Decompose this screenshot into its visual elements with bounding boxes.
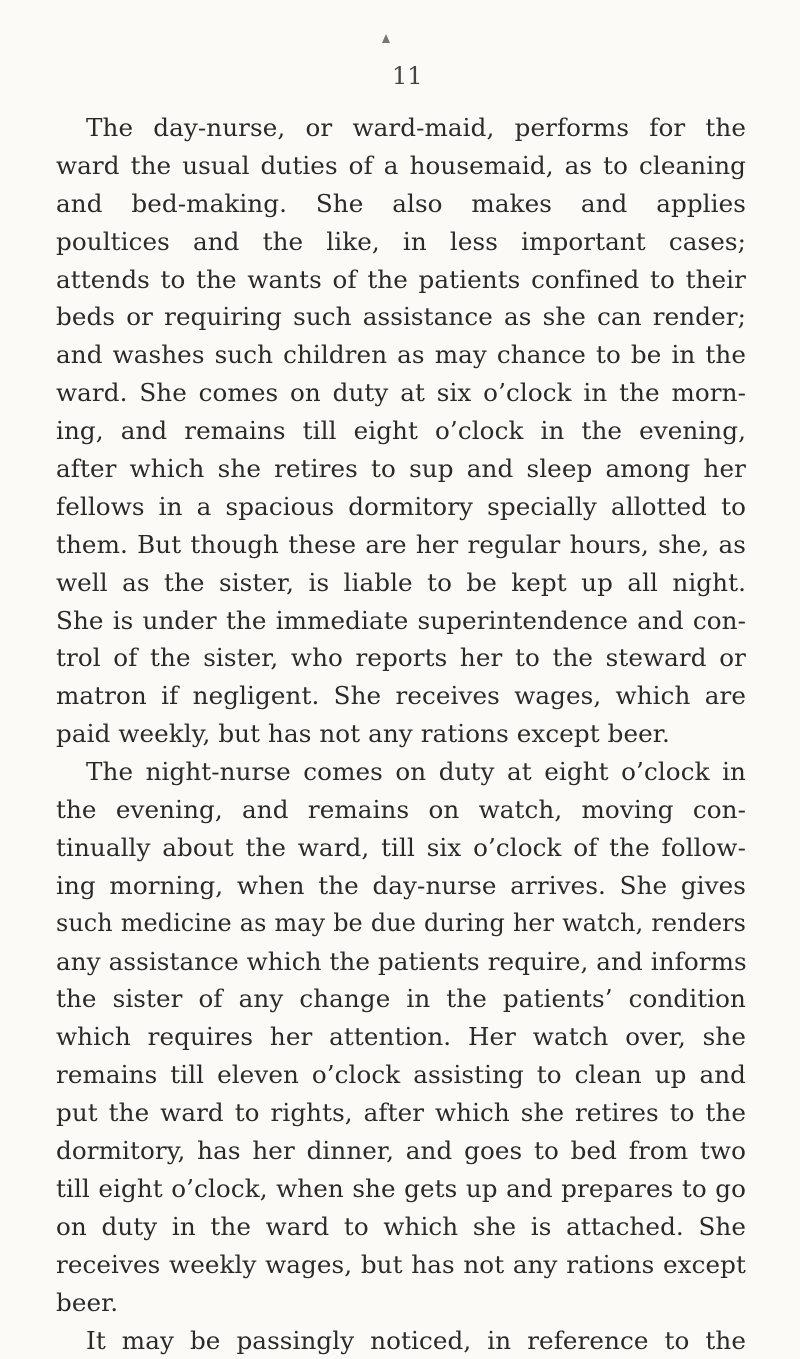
text-line: the sister of any change in the patients’ condition — [56, 980, 746, 1018]
text-line: after which she retires to sup and sleep among her — [56, 450, 746, 488]
text-line: The day-nurse, or ward-maid, performs for the — [56, 109, 746, 147]
text-line: She is under the immediate superintendence and con- — [56, 602, 746, 640]
text-line: beer. — [56, 1284, 746, 1322]
text-line: tinually about the ward, till six o’clock of the follow- — [56, 829, 746, 867]
body-text — [56, 109, 746, 1359]
text-line: till eight o’clock, when she gets up and prepares to go — [56, 1170, 746, 1208]
printer-mark — [382, 34, 390, 43]
text-line: ward. She comes on duty at six o’clock in the morn- — [56, 374, 746, 412]
text-line: put the ward to rights, after which she retires to the — [56, 1094, 746, 1132]
text-line: which requires her attention. Her watch over, she — [56, 1018, 746, 1056]
text-line: paid weekly, but has not any rations except beer. — [56, 715, 746, 753]
text-line: and washes such children as may chance to be in the — [56, 336, 746, 374]
text-line: such medicine as may be due during her watch, renders — [56, 905, 746, 943]
text-line: ward the usual duties of a housemaid, as to cleaning — [56, 147, 746, 185]
text-line: and bed-making. She also makes and applies — [56, 185, 746, 223]
text-line: the evening, and remains on watch, moving con- — [56, 791, 746, 829]
text-line: dormitory, has her dinner, and goes to bed from two — [56, 1132, 746, 1170]
text-line: any assistance which the patients require, and informs — [56, 943, 746, 981]
text-line: well as the sister, is liable to be kept up all night. — [56, 564, 746, 602]
text-line: them. But though these are her regular hours, she, as — [56, 526, 746, 564]
text-line: on duty in the ward to which she is attached. She — [56, 1208, 746, 1246]
text-line: beds or requiring such assistance as she can render; — [56, 298, 746, 336]
text-line: It may be passingly noticed, in reference to the — [56, 1322, 746, 1359]
text-line: ing, and remains till eight o’clock in the evening, — [56, 412, 746, 450]
text-line: receives weekly wages, but has not any rations except — [56, 1246, 746, 1284]
text-line: matron if negligent. She receives wages, which are — [56, 677, 746, 715]
text-line: remains till eleven o’clock assisting to clean up and — [56, 1056, 746, 1094]
text-line: The night-nurse comes on duty at eight o’clock in — [56, 753, 746, 791]
text-line: fellows in a spacious dormitory specially allotted to — [56, 488, 746, 526]
text-line: ing morning, when the day-nurse arrives. She gives — [56, 867, 746, 905]
text-line: trol of the sister, who reports her to the steward or — [56, 639, 746, 677]
page-number: 11 — [392, 62, 432, 90]
text-line: poultices and the like, in less important cases; — [56, 223, 746, 261]
text-line: attends to the wants of the patients confined to their — [56, 261, 746, 299]
